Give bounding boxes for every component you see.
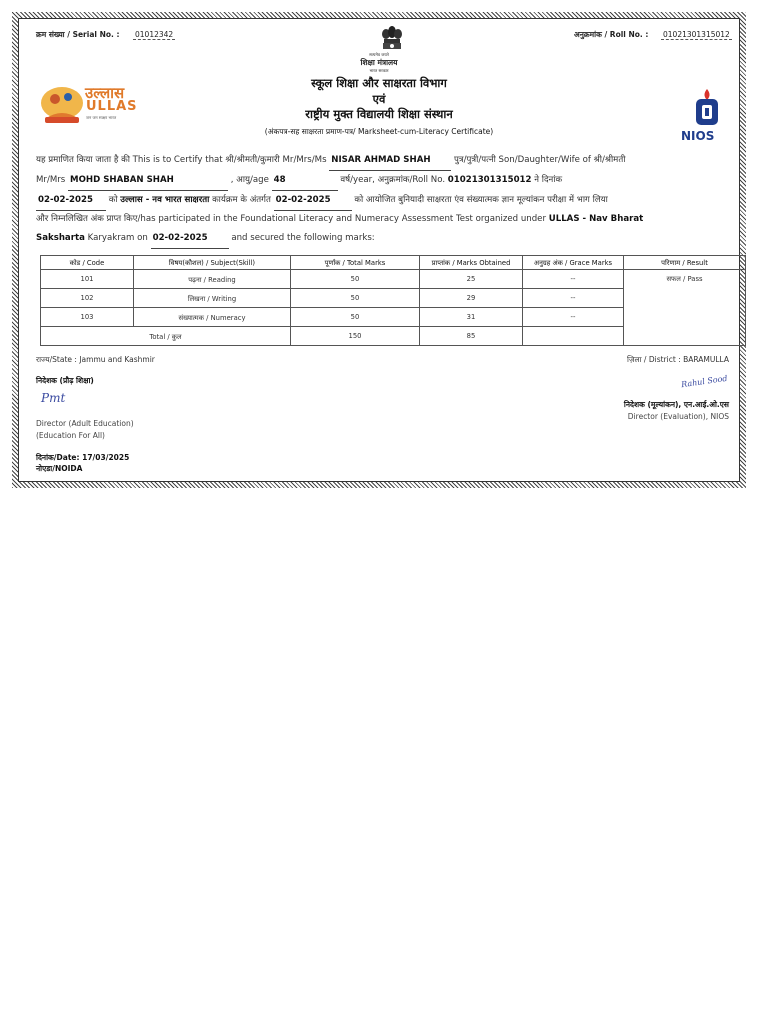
district-info: ज़िला / District : BARAMULLA xyxy=(627,355,729,364)
candidate-name: NISAR AHMAD SHAH xyxy=(329,151,451,171)
row-total: 50 xyxy=(291,270,420,289)
serial-value: 01012342 xyxy=(135,30,174,39)
row-obtained: 29 xyxy=(420,289,523,308)
ministry-name: शिक्षा मंत्रालय xyxy=(360,58,398,67)
assessment-hindi-text: को आयोजित बुनियादी साक्षरता एंव संख्यात्मक ज्ञान मूल्यांकन परीक्षा में भाग लिया xyxy=(354,195,608,205)
roll-label: अनुक्रमांक / Roll No. : xyxy=(574,30,649,39)
state-info: राज्य/State : Jammu and Kashmir xyxy=(36,355,155,364)
under-programme-text: कार्यक्रम के अंतर्गत xyxy=(212,195,271,205)
certify-text-1: यह प्रमाणित किया जाता है की This is to Certify that श्री/श्रीमती/कुमारी Mr/Mrs/Ms xyxy=(36,155,327,165)
roll-number: 01021301315012 xyxy=(447,175,532,185)
certificate xyxy=(12,12,746,488)
director-adult-signature: Pmt xyxy=(41,391,66,405)
ullas-programme-name: ULLAS - Nav Bharat xyxy=(548,214,644,224)
issue-place: नोएडा/NOIDA xyxy=(36,464,83,473)
row-subject: लिखना / Writing xyxy=(134,289,291,308)
total-grace xyxy=(523,327,624,346)
nios-emblem-icon xyxy=(692,87,722,127)
director-evaluation-signature: Rahul Sood xyxy=(680,373,729,390)
emblem-motto: सत्यमेव जयते xyxy=(369,52,389,57)
row-grace: -- xyxy=(523,308,624,327)
evaluation-director-title: निदेशक (मूल्यांकन), एन.आई.ओ.एस xyxy=(623,400,729,409)
row-subject: संख्यात्मक / Numeracy xyxy=(134,308,291,327)
table-header-row xyxy=(41,256,746,270)
serial-label: क्रम संख्या / Serial No. : xyxy=(36,30,120,39)
row-obtained: 25 xyxy=(420,270,523,289)
col-result: परिणाम / Result xyxy=(624,256,746,270)
total-obtained: 85 xyxy=(420,327,523,346)
director-adult-designation: Director (Adult Education) xyxy=(36,419,134,428)
col-total-marks: पूर्णांक / Total Marks xyxy=(291,256,420,270)
table-row xyxy=(41,270,746,289)
row-grace: -- xyxy=(523,270,624,289)
department-title: स्कूल शिक्षा और साक्षरता विभाग xyxy=(311,76,447,90)
row-code: 102 xyxy=(41,289,134,308)
row-code: 101 xyxy=(41,270,134,289)
row-subject: पढ़ना / Reading xyxy=(134,270,291,289)
col-code: कोड / Code xyxy=(41,256,134,270)
row-total: 50 xyxy=(291,289,420,308)
age-label: , आयु/age xyxy=(230,175,269,185)
issue-date: दिनांक/Date: 17/03/2025 xyxy=(36,453,130,462)
col-grace-marks: अनुग्रह अंक / Grace Marks xyxy=(523,256,624,270)
certificate-body xyxy=(18,18,740,482)
nios-text: NIOS xyxy=(681,129,715,143)
roll-value: 01021301315012 xyxy=(663,30,730,39)
row-total: 50 xyxy=(291,308,420,327)
secured-marks-text: and secured the following marks: xyxy=(231,233,375,243)
saksharta-text: Saksharta xyxy=(36,233,85,243)
ullas-emblem-icon xyxy=(39,79,85,127)
on-date-label: ने दिनांक xyxy=(534,175,563,185)
age-value: 48 xyxy=(272,171,338,191)
department-conjunction: एवं xyxy=(372,92,386,106)
col-subject: विषय(कौशल) / Subject(Skill) xyxy=(134,256,291,270)
adult-education-title: निदेशक (प्रौढ़ शिक्षा) xyxy=(36,376,94,385)
govt-name: भारत सरकार xyxy=(369,68,389,73)
col-marks-obtained: प्राप्तांक / Marks Obtained xyxy=(420,256,523,270)
ullas-english-text: ULLAS xyxy=(86,99,138,114)
certificate-subtitle: (अंकपत्र-सह साक्षरता प्रमाण-पत्र/ Marksheet-cum-Literacy Certificate) xyxy=(264,127,494,136)
row-grace: -- xyxy=(523,289,624,308)
certify-line-2 xyxy=(36,171,562,191)
row-code: 103 xyxy=(41,308,134,327)
assessment-date-1: 02-02-2025 xyxy=(36,191,106,211)
participated-text: और निम्नलिखित अंक प्राप्त किए/has participated in the Foundational Literacy and Numeracy Assessment Test organized under xyxy=(36,214,547,224)
assessment-date-2: 02-02-2025 xyxy=(274,191,352,211)
education-for-all-text: (Education For All) xyxy=(36,431,105,440)
total-label: Total / कुल xyxy=(41,327,291,346)
ullas-tagline: जन जन साक्षर भारत xyxy=(86,115,117,120)
certify-line-1 xyxy=(36,151,625,171)
relation-text: पुत्र/पुत्री/पत्नी Son/Daughter/Wife of श्री/श्रीमती xyxy=(454,155,626,165)
row-obtained: 31 xyxy=(420,308,523,327)
ullas-hindi-text: उल्लास xyxy=(85,84,125,102)
nios-logo xyxy=(677,87,737,149)
year-roll-label: वर्ष/year, अनुक्रमांक/Roll No. xyxy=(340,175,446,185)
ullas-logo xyxy=(39,79,151,129)
result-cell: सफल / Pass xyxy=(624,270,746,346)
mr-mrs-label: Mr/Mrs xyxy=(36,175,66,185)
marks-table xyxy=(40,255,746,346)
karyakram-on-text: Karyakram on xyxy=(87,233,148,243)
certify-line-4 xyxy=(36,210,643,229)
assessment-date-3: 02-02-2025 xyxy=(151,229,229,249)
at-label: को xyxy=(108,195,118,205)
nios-title: राष्ट्रीय मुक्त विद्यालयी शिक्षा संस्थान xyxy=(305,107,453,121)
certify-line-3 xyxy=(36,191,608,211)
certify-line-5 xyxy=(36,229,375,249)
programme-name: उल्लास - नव भारत साक्षरता xyxy=(120,195,210,205)
evaluation-director-designation: Director (Evaluation), NIOS xyxy=(627,412,729,421)
total-marks: 150 xyxy=(291,327,420,346)
parent-name: MOHD SHABAN SHAH xyxy=(68,171,228,191)
